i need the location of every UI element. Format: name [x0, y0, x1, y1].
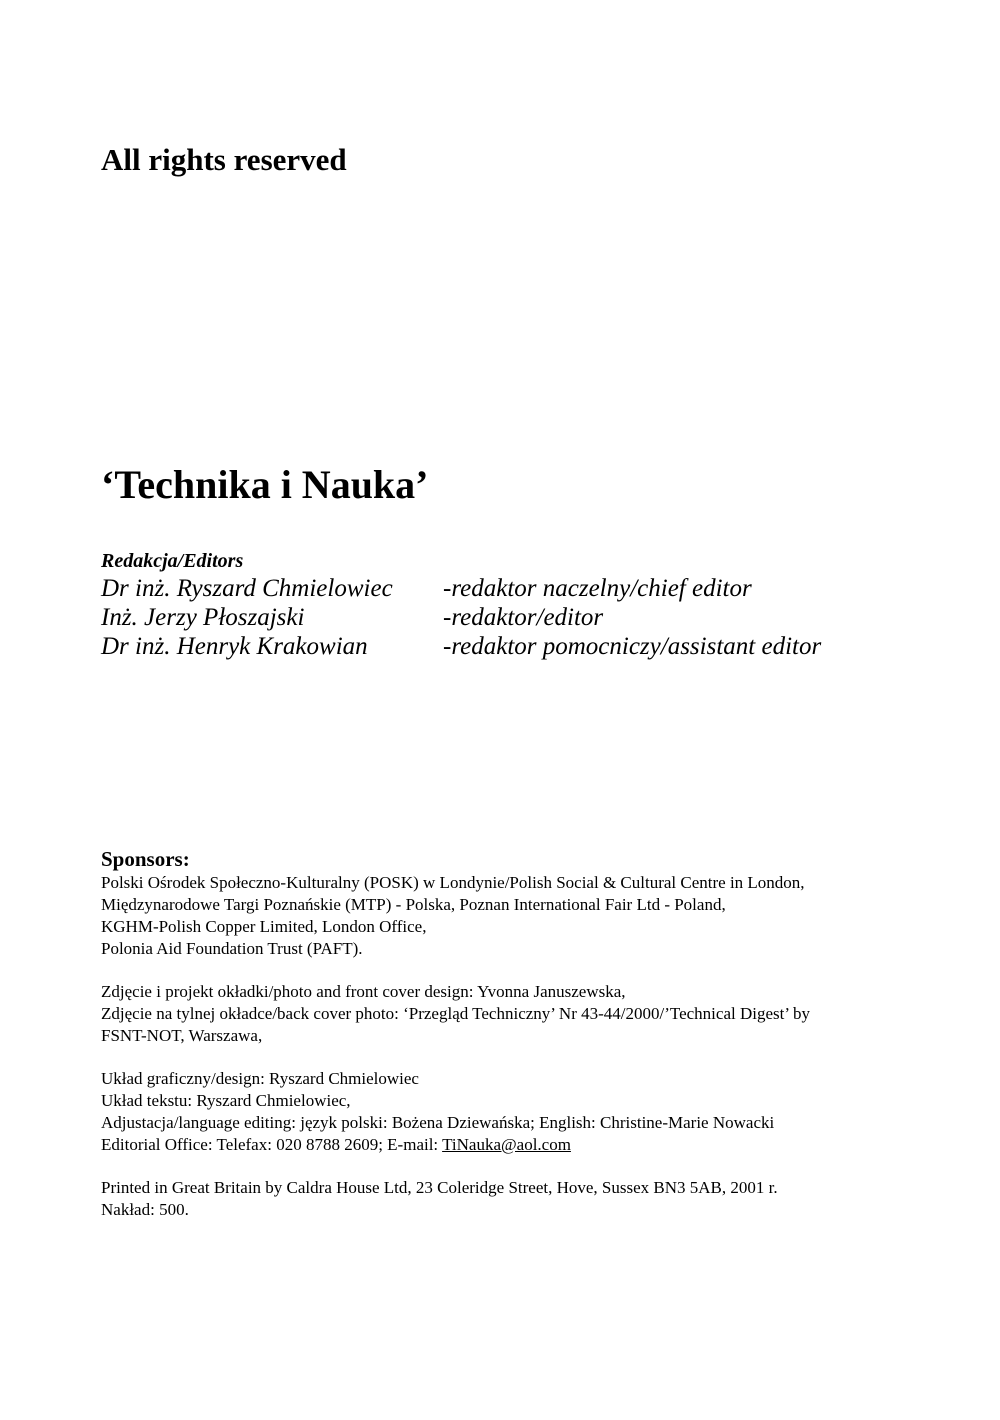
editor-row — [101, 574, 821, 603]
editor-name: Inż. Jerzy Płoszajski — [101, 604, 305, 631]
contact-prefix: Editorial Office: Telefax: 020 8788 2609; E-mail: — [101, 1135, 443, 1154]
editors-heading: Redakcja/Editors — [101, 550, 244, 572]
photo-credit-line: Zdjęcie na tylnej okładce/back cover photo: ‘Przegląd Techniczny’ Nr 43-44/2000/’Technical Digest’ by — [101, 1004, 810, 1023]
sponsors-heading: Sponsors: — [101, 847, 190, 871]
paragraph-gap — [101, 960, 810, 981]
editor-row — [101, 632, 821, 661]
email-link[interactable]: TiNauka@aol.com — [442, 1135, 571, 1154]
editor-name: Dr inż. Henryk Krakowian — [101, 633, 368, 660]
rights-heading: All rights reserved — [101, 142, 347, 177]
design-credit-line: Adjustacja/language editing: język polski: Bożena Dziewańska; English: Christine-Marie Nowacki — [101, 1113, 775, 1132]
printing-line: Nakład: 500. — [101, 1200, 189, 1219]
photo-credit-line: Zdjęcie i projekt okładki/photo and front cover design: Yvonna Januszewska, — [101, 982, 626, 1001]
editor-name: Dr inż. Ryszard Chmielowiec — [101, 575, 393, 602]
paragraph-gap — [101, 1047, 810, 1068]
sponsor-line: KGHM-Polish Copper Limited, London Office, — [101, 917, 427, 936]
design-credit-line: Układ graficzny/design: Ryszard Chmielowiec — [101, 1069, 419, 1088]
editor-role: -redaktor/editor — [443, 604, 604, 631]
contact-line — [101, 1134, 810, 1156]
paragraph-gap — [101, 1156, 810, 1177]
photo-credit-line: FSNT-NOT, Warszawa, — [101, 1026, 263, 1045]
editor-role: -redaktor pomocniczy/assistant editor — [443, 633, 822, 660]
sponsor-line: Międzynarodowe Targi Poznańskie (MTP) - Polska, Poznan International Fair Ltd - Poland, — [101, 895, 726, 914]
editor-row — [101, 603, 821, 632]
design-credit-line: Układ tekstu: Ryszard Chmielowiec, — [101, 1091, 351, 1110]
printing-line: Printed in Great Britain by Caldra House Ltd, 23 Coleridge Street, Hove, Sussex BN3 5AB, 2001 r. — [101, 1178, 778, 1197]
sponsor-line: Polonia Aid Foundation Trust (PAFT). — [101, 939, 363, 958]
editor-role: -redaktor naczelny/chief editor — [443, 575, 752, 602]
editors-section — [101, 548, 821, 661]
credits-section — [101, 846, 810, 1221]
journal-title: ‘Technika i Nauka’ — [101, 462, 429, 507]
sponsor-line: Polski Ośrodek Społeczno-Kulturalny (POSK) w Londynie/Polish Social & Cultural Centre in London, — [101, 873, 805, 892]
